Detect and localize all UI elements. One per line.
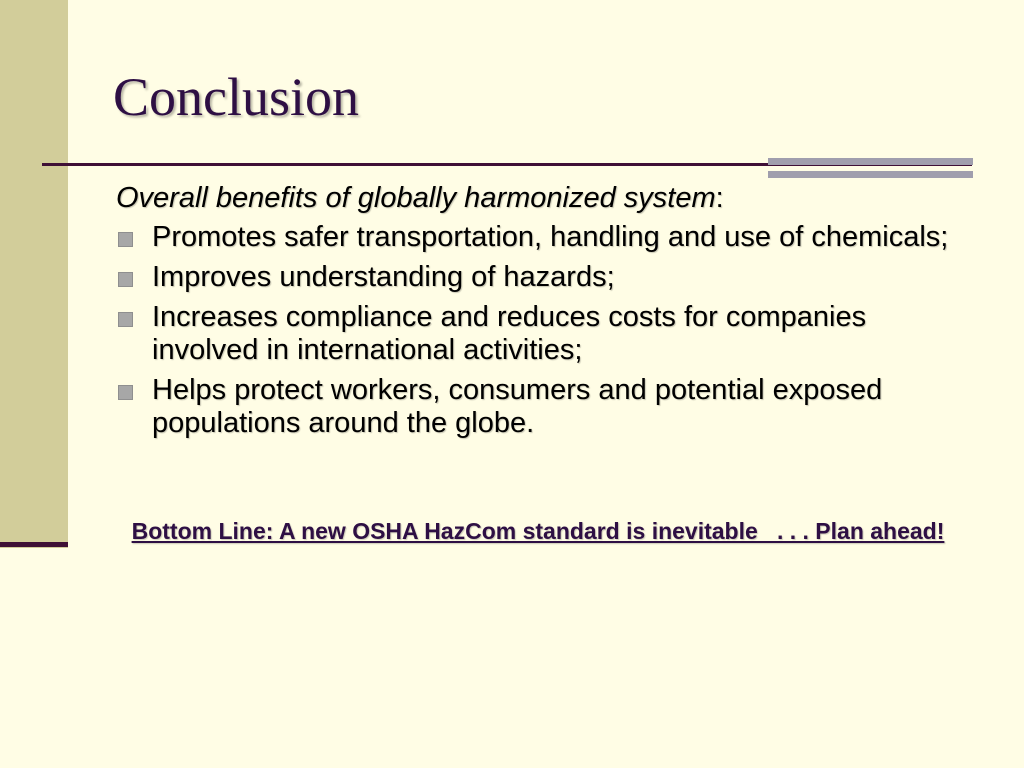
square-bullet-icon — [118, 385, 133, 400]
left-decorative-band — [0, 0, 68, 548]
bullet-item — [116, 374, 966, 440]
bottom-line-callout: Bottom Line: A new OSHA HazCom standard is inevitable . . . Plan ahead! — [131, 518, 945, 544]
square-bullet-icon — [118, 272, 133, 287]
bullet-text: Promotes safer transportation, handling and use of chemicals; — [152, 221, 949, 253]
corner-decorative-bar-bottom — [768, 171, 973, 178]
bullet-item — [116, 221, 966, 254]
bullet-text: Helps protect workers, consumers and potential exposed populations around the globe. — [152, 374, 883, 439]
bullet-item — [116, 301, 966, 367]
bullet-text: Increases compliance and reduces costs for companies involved in international activities; — [152, 301, 867, 366]
intro-colon: : — [715, 182, 724, 214]
intro-label: Overall benefits of globally harmonized system — [116, 182, 716, 214]
intro-text — [116, 182, 966, 215]
bullet-text: Improves understanding of hazards; — [152, 261, 615, 293]
corner-decorative-bar-top — [768, 158, 973, 165]
square-bullet-icon — [118, 312, 133, 327]
slide-body — [116, 182, 966, 447]
left-accent-bar — [0, 542, 68, 547]
square-bullet-icon — [118, 232, 133, 247]
bullet-item — [116, 261, 966, 294]
slide-title: Conclusion — [113, 67, 360, 127]
bullet-list — [116, 221, 966, 440]
